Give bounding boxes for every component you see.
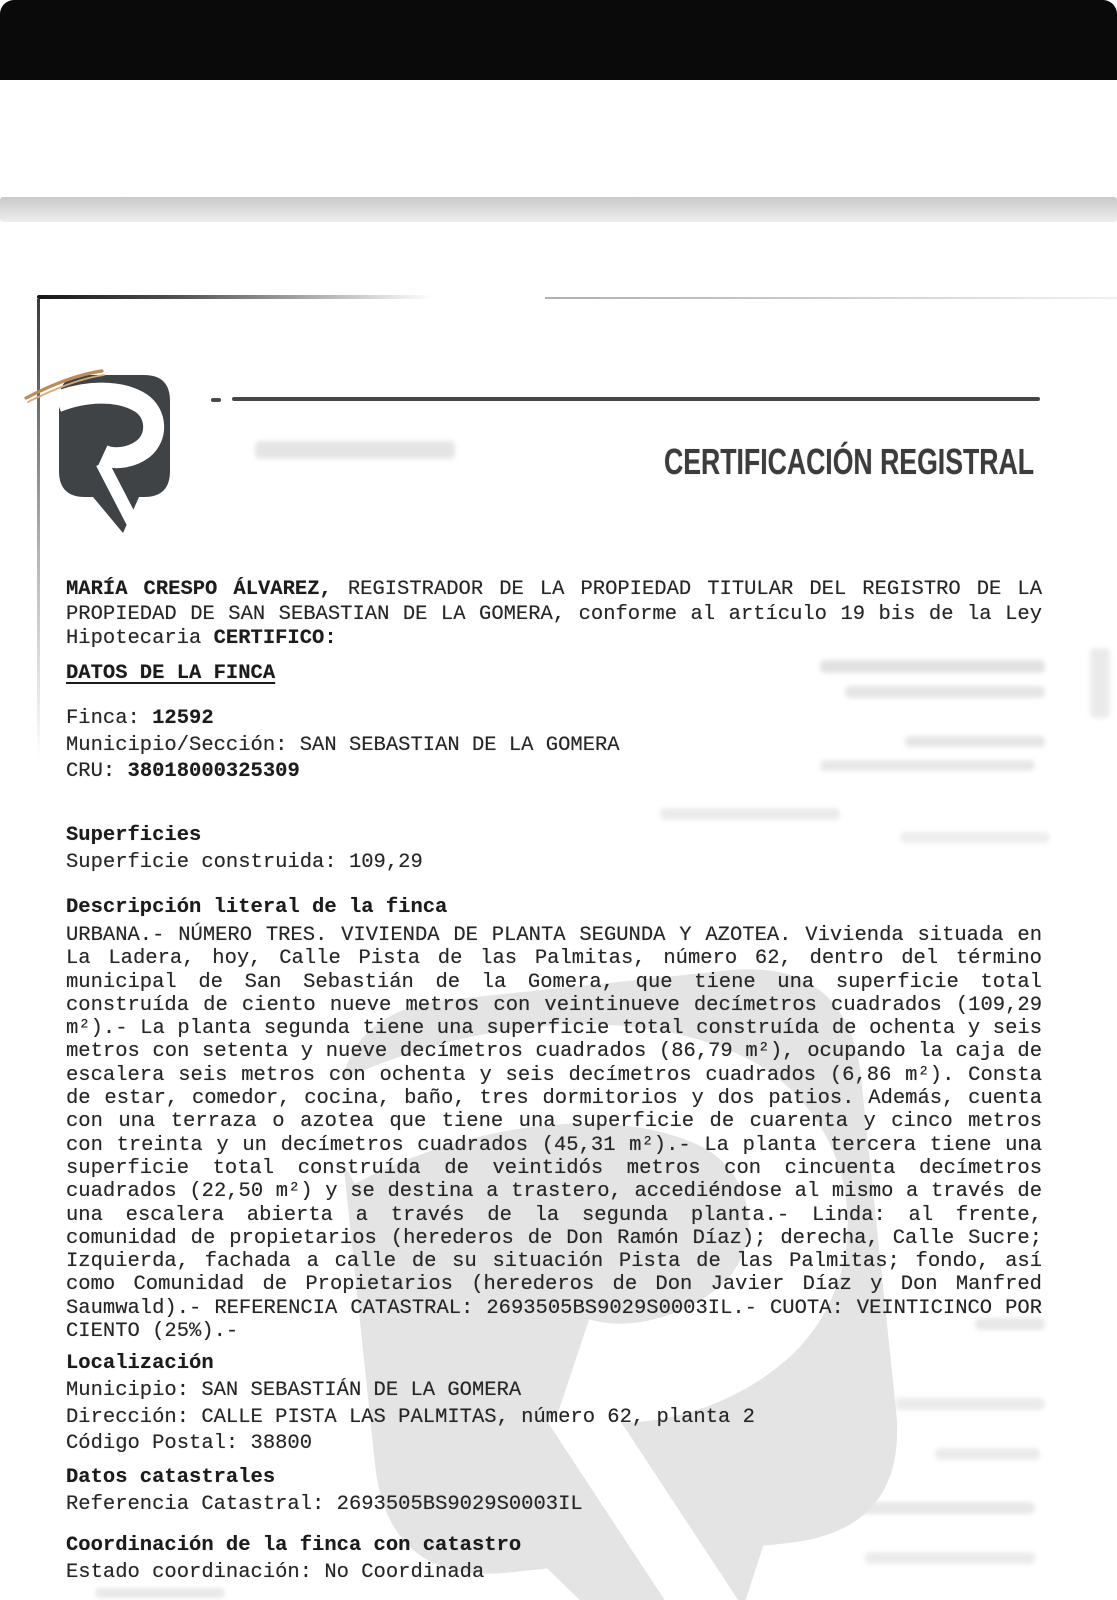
datos-catastrales-fields: [66, 1492, 1042, 1519]
bleedthrough-artifact: [95, 1588, 225, 1598]
bleedthrough-artifact: [1090, 648, 1110, 718]
page-top-edge: [37, 295, 432, 299]
bleedthrough-artifact: [660, 808, 840, 820]
paperclip-mark: [18, 360, 118, 415]
field-superficie-construida: Superficie construida: 109,29: [66, 851, 423, 874]
viewer-shade-band: [0, 197, 1117, 222]
field-cru: CRU: 38018000325309: [66, 760, 300, 783]
header-rule: [232, 397, 1040, 401]
description-paragraph: URBANA.- NÚMERO TRES. VIVIENDA DE PLANTA SEGUNDA Y AZOTEA. Vivienda situada en La Ladera, hoy, Calle Pista de las Palmitas, número 62, dentro del término municipal de San Sebastián de la Gomera, que tiene una superficie total construída de ciento nueve metros con veintinueve decímetros cuadrados (109,29 m²).- La planta segunda tiene una superficie total construída de ochenta y seis metros con setenta y nueve decímetros cuadrados (86,79 m²), ocupando la caja de escalera seis metros con ochenta y seis decímetros cuadrados (6,86 m²). Consta de estar, comedor, cocina, baño, tres dormitorios y dos patios. Además, cuenta con una terraza o azotea que tiene una superficie de cuarenta y cinco metros con treinta y un decímetros cuadrados (45,31 m²).- La planta tercera tiene una superficie total construída de veintidós metros con cincuenta decímetros cuadrados (22,50 m²) y se destina a trastero, accediéndose al mismo a través de una escalera abierta a través de la segunda planta.- Linda: al frente, comunidad de propietarios (herederos de Don Ramón Díaz); derecha, Calle Sucre; Izquierda, fachada a calle de su situación Pista de las Palmitas; fondo, así como Comunidad de Propietarios (herederos de Don Javier Díaz y Don Manfred Saumwald).- REFERENCIA CATASTRAL: 2693505BS9029S0003IL.- CUOTA: VEINTICINCO POR CIENTO (25%).-: [66, 924, 1042, 1344]
intro-paragraph: [66, 578, 1042, 652]
datos-finca-fields: [66, 706, 1042, 786]
intro-text: REGISTRADOR DE LA PROPIEDAD TITULAR DEL REGISTRO DE LA PROPIEDAD DE SAN SEBASTIAN DE LA GOMERA, conforme al artículo 19 bis de la Ley Hipotecaria: [66, 578, 1042, 650]
field-codigo-postal: Código Postal: 38800: [66, 1432, 313, 1455]
coordinacion-fields: [66, 1560, 1042, 1587]
section-heading-descripcion: Descripción literal de la finca: [66, 896, 448, 919]
section-heading-datos-catastrales: Datos catastrales: [66, 1466, 276, 1489]
registrar-name: MARÍA CRESPO ÁLVAREZ,: [66, 578, 348, 601]
bleedthrough-artifact: [845, 686, 1045, 698]
section-heading-coordinacion: Coordinación de la finca con catastro: [66, 1534, 522, 1557]
field-municipio-seccion: Municipio/Sección: SAN SEBASTIAN DE LA GOMERA: [66, 733, 620, 757]
bleedthrough-artifact: [255, 441, 455, 459]
section-heading-superficies: Superficies: [66, 824, 202, 847]
field-municipio: Municipio: SAN SEBASTIÁN DE LA GOMERA: [66, 1379, 522, 1402]
page-title: CERTIFICACIÓN REGISTRAL: [664, 441, 1034, 482]
field-direccion: Dirección: CALLE PISTA LAS PALMITAS, número 62, planta 2: [66, 1405, 755, 1429]
superficies-fields: [66, 850, 1042, 877]
localizacion-fields: [66, 1378, 1042, 1458]
field-finca: Finca: 12592: [66, 707, 214, 730]
header-rule-dot: [211, 398, 221, 402]
field-estado-coordinacion: Estado coordinación: No Coordinada: [66, 1561, 485, 1584]
section-heading-datos-finca: DATOS DE LA FINCA: [66, 662, 276, 685]
certifico-label: CERTIFICO:: [213, 627, 337, 650]
viewer-top-bar: [0, 0, 1117, 80]
section-heading-localizacion: Localización: [66, 1352, 214, 1375]
field-referencia-catastral: Referencia Catastral: 2693505BS9029S0003IL: [66, 1493, 583, 1516]
page-top-edge-faint: [545, 297, 1117, 299]
